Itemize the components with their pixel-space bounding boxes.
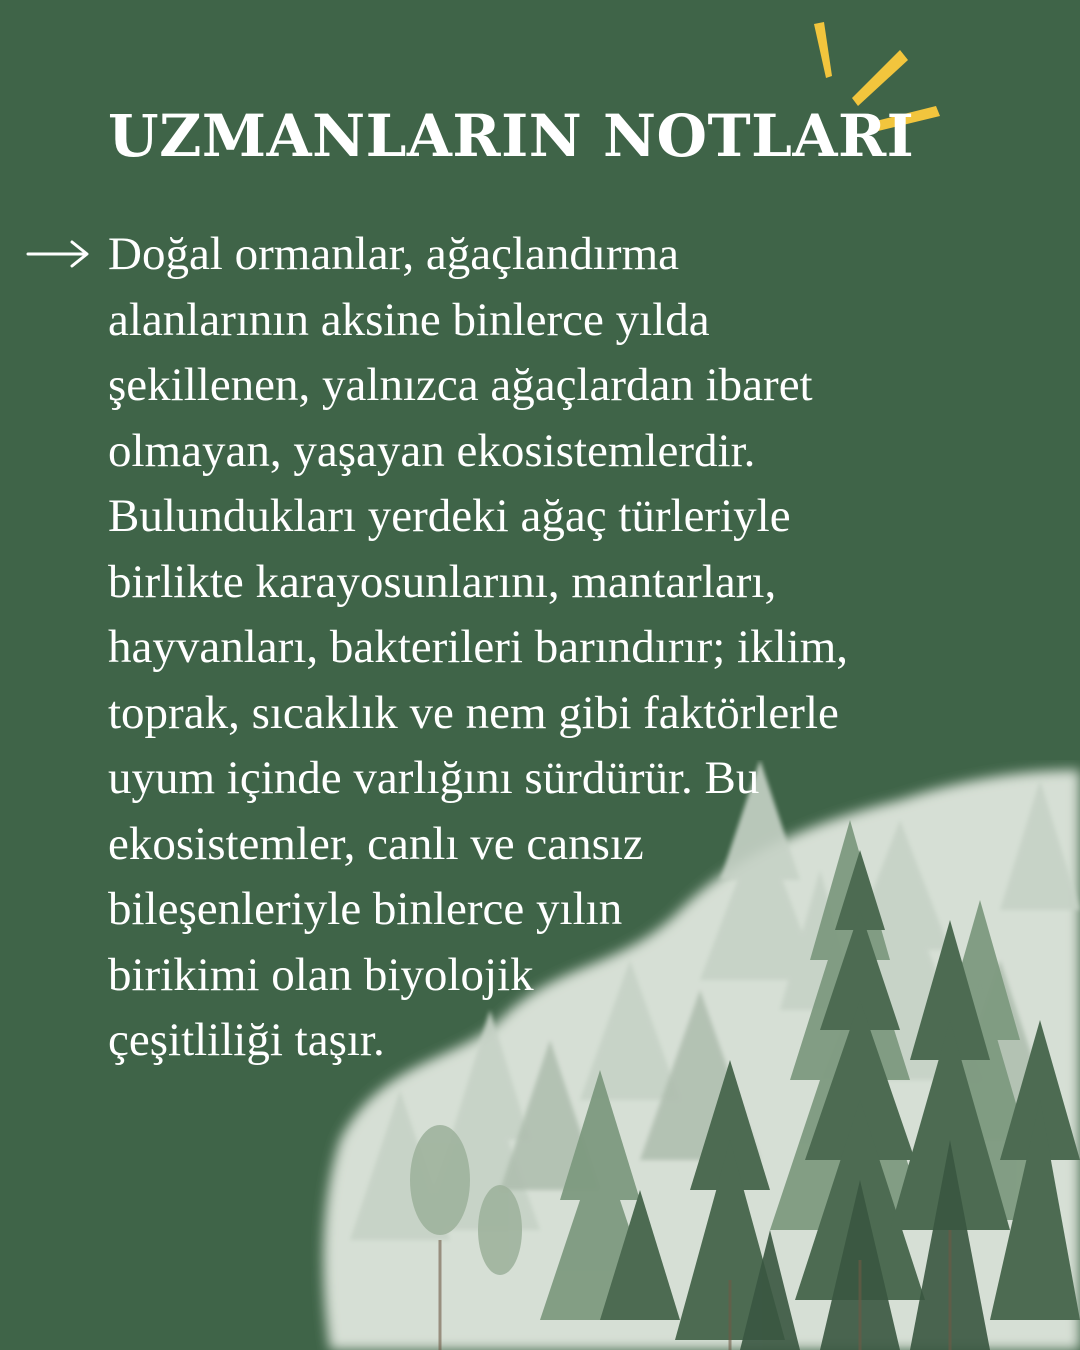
body-line: hayvanları, bakterileri barındırır; iklim, — [108, 621, 848, 673]
body-line: çeşitliliği taşır. — [108, 1014, 385, 1066]
arrow-right-icon — [24, 236, 94, 272]
body-line: şekillenen, yalnızca ağaçlardan ibaret — [108, 359, 813, 411]
page-title: UZMANLARIN NOTLARI — [108, 102, 915, 170]
body-line: ekosistemler, canlı ve cansız — [108, 817, 644, 870]
body-line: bileşenleriyle binlerce yılın — [108, 883, 623, 935]
body-line: Doğal ormanlar, ağaçlandırma — [108, 228, 679, 280]
body-line: toprak, sıcaklık ve nem gibi faktörlerle — [108, 686, 839, 739]
body-line: Bulundukları yerdeki ağaç türleriyle — [108, 490, 791, 542]
body-paragraph — [108, 222, 968, 1074]
body-line: olmayan, yaşayan ekosistemlerdir. — [108, 424, 756, 477]
body-line: birlikte karayosunlarını, mantarları, — [108, 555, 777, 608]
body-line: alanlarının aksine binlerce yılda — [108, 293, 710, 346]
body-line: birikimi olan biyolojik — [108, 948, 534, 1001]
body-line: uyum içinde varlığını sürdürür. Bu — [108, 752, 760, 804]
